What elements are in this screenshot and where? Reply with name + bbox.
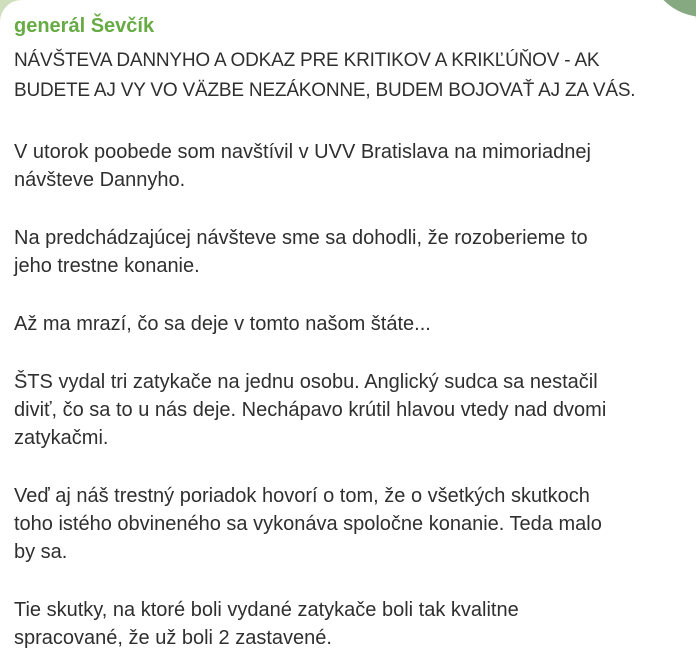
- paragraph: [14, 224, 680, 280]
- paragraph: [14, 482, 680, 566]
- body-line: Tie skutky, na ktoré boli vydané zatykače boli tak kvalitne: [14, 599, 519, 621]
- body-line: toho istého obvineného sa vykonáva spoločne konanie. Teda malo: [14, 513, 602, 535]
- post-title-line: BUDETE AJ VY VO VÄZBE NEZÁKONNE, BUDEM BOJOVAŤ AJ ZA VÁS.: [14, 80, 636, 101]
- body-line: ŠTS vydal tri zatykače na jednu osobu. Anglický sudca sa nestačil: [14, 371, 598, 393]
- paragraph: [14, 596, 680, 652]
- post-title: [14, 46, 680, 106]
- paragraph: [14, 310, 680, 338]
- body-line: Na predchádzajúcej návšteve sme sa dohodli, že rozoberieme to: [14, 227, 588, 249]
- body-line: návšteve Dannyho.: [14, 169, 186, 191]
- body-line: V utorok poobede som navštívil v UVV Bratislava na mimoriadnej: [14, 141, 591, 163]
- author-name[interactable]: generál Ševčík: [14, 15, 155, 37]
- body-line: spracované, že už boli 2 zastavené.: [14, 627, 332, 649]
- paragraph: [14, 138, 680, 194]
- body-line: by sa.: [14, 541, 68, 563]
- body-line: zatykačmi.: [14, 427, 109, 449]
- body-line: jeho trestne konanie.: [14, 255, 200, 277]
- paragraph: [14, 368, 680, 452]
- body-line: diviť, čo sa to u nás deje. Nechápavo krútil hlavou vtedy nad dvomi: [14, 399, 607, 421]
- body-line: Veď aj náš trestný poriadok hovorí o tom, že o všetkých skutkoch: [14, 485, 590, 507]
- body-line: Až ma mrazí, čo sa deje v tomto našom štáte...: [14, 313, 431, 335]
- post-title-line: NÁVŠTEVA DANNYHO A ODKAZ PRE KRITIKOV A KRIKĽÚŇOV - AK: [14, 50, 600, 71]
